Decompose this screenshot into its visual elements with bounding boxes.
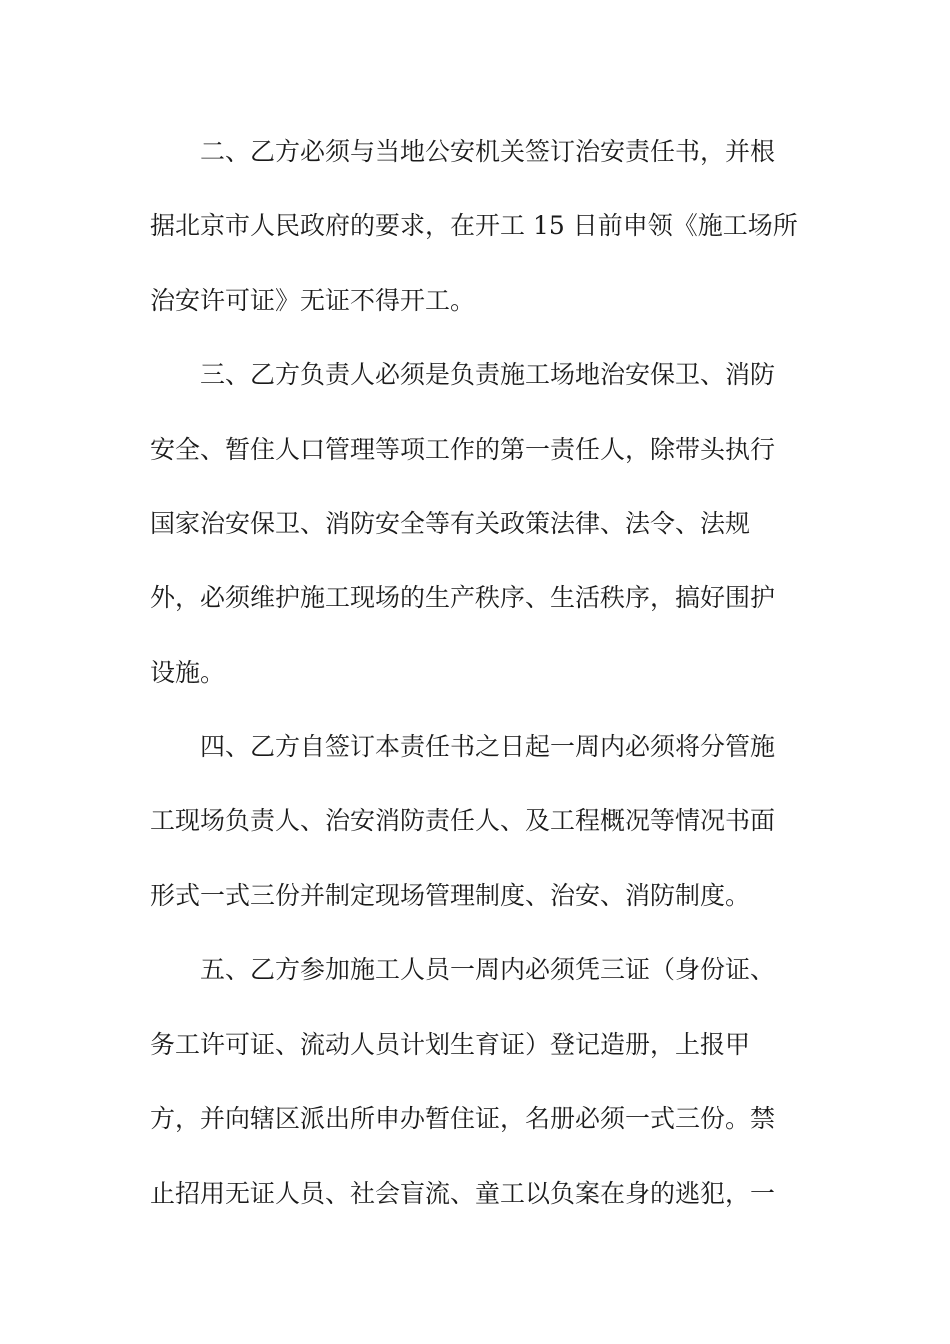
paragraph-3-line-4: 外，必须维护施工现场的生产秩序、生活秩序，搞好围护 — [150, 583, 776, 612]
paragraph-5-line-3: 方，并向辖区派出所申办暂住证，名册必须一式三份。禁 — [150, 1104, 776, 1133]
paragraph-2-line-1: 二、乙方必须与当地公安机关签订治安责任书，并根 — [200, 137, 776, 166]
paragraph-2-line-3: 治安许可证》无证不得开工。 — [150, 286, 476, 315]
paragraph-3-line-3: 国家治安保卫、消防安全等有关政策法律、法令、法规 — [150, 509, 751, 538]
paragraph-4-line-2: 工现场负责人、治安消防责任人、及工程概况等情况书面 — [150, 806, 776, 835]
paragraph-5-line-2: 务工许可证、流动人员计划生育证）登记造册，上报甲 — [150, 1030, 751, 1059]
paragraph-3-line-1: 三、乙方负责人必须是负责施工场地治安保卫、消防 — [200, 360, 776, 389]
paragraph-3-line-2: 安全、暂住人口管理等项工作的第一责任人，除带头执行 — [150, 435, 776, 464]
paragraph-4-line-1: 四、乙方自签订本责任书之日起一周内必须将分管施 — [200, 732, 776, 761]
paragraph-2-line-2: 据北京市人民政府的要求，在开工 15 日前申领《施工场所 — [150, 211, 798, 240]
paragraph-3-line-5: 设施。 — [150, 658, 226, 687]
paragraph-4-line-3: 形式一式三份并制定现场管理制度、治安、消防制度。 — [150, 881, 751, 910]
paragraph-5-line-4: 止招用无证人员、社会盲流、童工以负案在身的逃犯，一 — [150, 1179, 776, 1208]
paragraph-5-line-1: 五、乙方参加施工人员一周内必须凭三证（身份证、 — [200, 955, 776, 984]
